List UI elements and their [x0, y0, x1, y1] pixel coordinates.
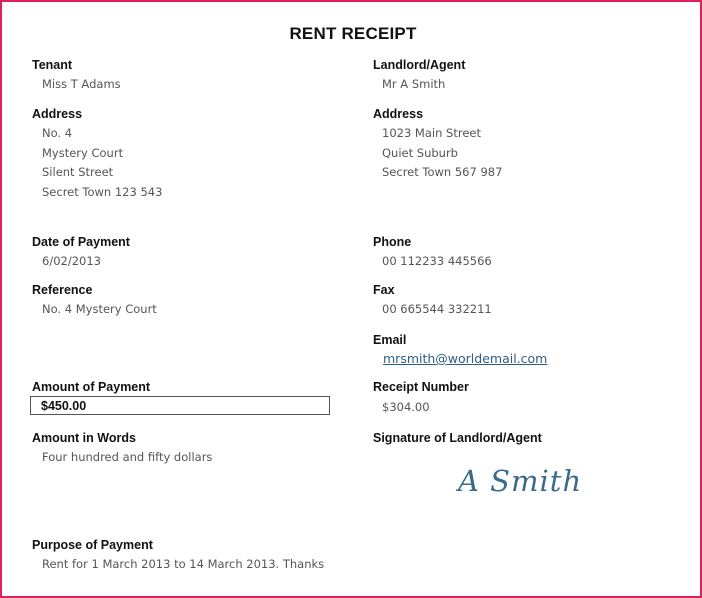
receipt-number-label: Receipt Number	[373, 380, 469, 394]
reference-value: No. 4 Mystery Court	[42, 302, 157, 316]
landlord-address-line-3: Secret Town 567 987	[382, 165, 503, 179]
phone-value: 00 112233 445566	[382, 254, 492, 268]
phone-label: Phone	[373, 235, 412, 249]
amount-of-payment-value: $450.00	[41, 399, 87, 413]
tenant-address-line-2: Mystery Court	[42, 146, 124, 160]
handwritten-signature: A Smith	[458, 464, 583, 498]
amount-of-payment-label: Amount of Payment	[32, 380, 151, 394]
purpose-of-payment-label: Purpose of Payment	[32, 538, 153, 552]
landlord-label: Landlord/Agent	[373, 58, 466, 72]
tenant-address-line-4: Secret Town 123 543	[42, 185, 163, 199]
fax-label: Fax	[373, 283, 395, 297]
tenant-address-line-1: No. 4	[42, 126, 73, 140]
receipt-number-value: $304.00	[382, 400, 430, 414]
landlord-address-line-1: 1023 Main Street	[382, 126, 481, 140]
tenant-label: Tenant	[32, 58, 73, 72]
signature-label: Signature of Landlord/Agent	[373, 431, 542, 445]
email-link[interactable]: mrsmith@worldemail.com	[383, 351, 548, 366]
amount-of-payment-field	[30, 396, 330, 415]
fax-value: 00 665544 332211	[382, 302, 492, 316]
date-of-payment-value: 6/02/2013	[42, 254, 101, 268]
date-of-payment-label: Date of Payment	[32, 235, 130, 249]
tenant-address-line-3: Silent Street	[42, 165, 114, 179]
landlord-value: Mr A Smith	[382, 77, 446, 91]
landlord-address-line-2: Quiet Suburb	[382, 146, 458, 160]
tenant-address-label: Address	[32, 107, 83, 121]
amount-in-words-label: Amount in Words	[32, 431, 136, 445]
landlord-address-label: Address	[373, 107, 424, 121]
receipt-title: RENT RECEIPT	[289, 24, 417, 43]
reference-label: Reference	[32, 283, 93, 297]
purpose-of-payment-value: Rent for 1 March 2013 to 14 March 2013. Thanks	[42, 557, 325, 571]
amount-in-words-value: Four hundred and fifty dollars	[42, 450, 213, 464]
email-label: Email	[373, 333, 407, 347]
tenant-value: Miss T Adams	[42, 77, 121, 91]
